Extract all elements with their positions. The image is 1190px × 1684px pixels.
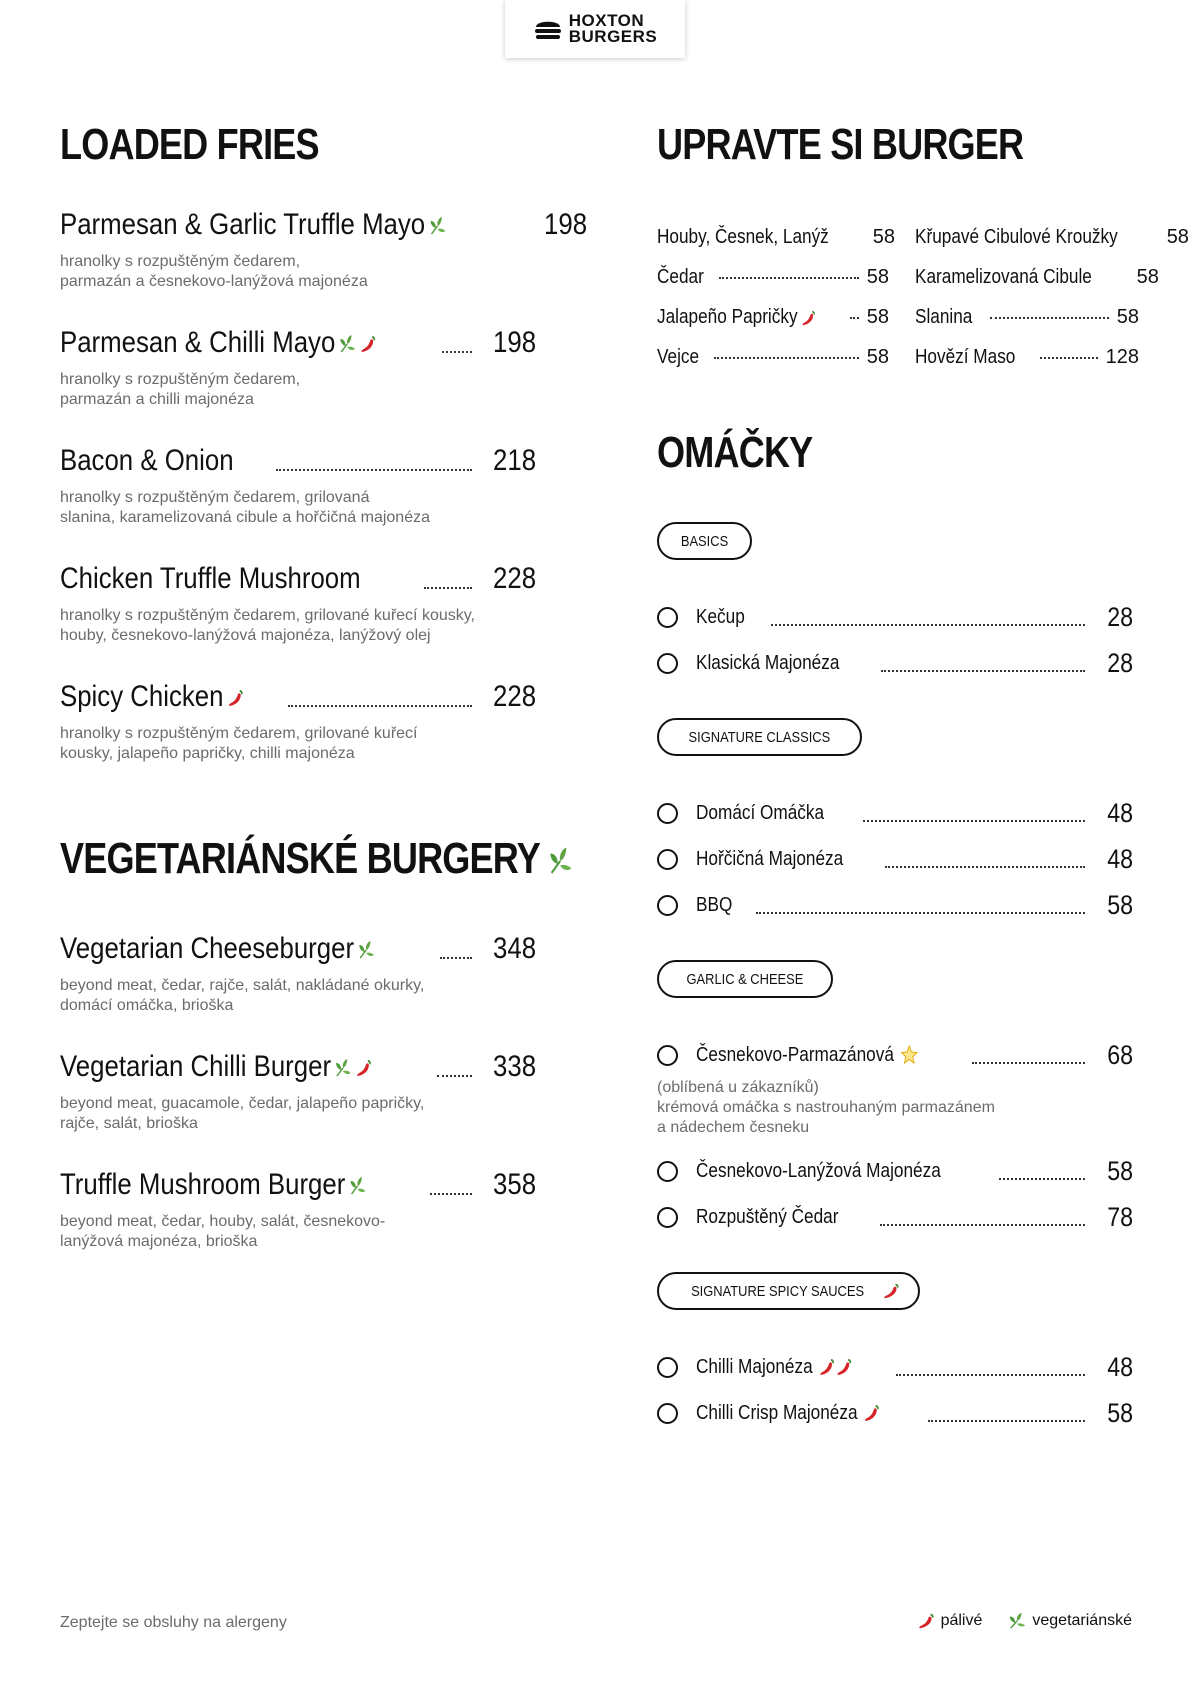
radio-button[interactable] [657,849,678,870]
chilli-icon [917,1612,935,1630]
item-description: beyond meat, čedar, houby, salát, česnekovo- lanýžová majonéza, brioška [60,1213,386,1250]
item-description: hranolky s rozpuštěným čedarem, grilované kuřecí kousky, jalapeño papričky, chilli majonéza [60,725,418,762]
legend-spicy: pálivé [940,1612,983,1629]
leaf-icon [335,1058,352,1078]
sauce-option[interactable]: Česnekovo-Parmazánová 68 [657,1038,1133,1072]
item-name: Spicy Chicken [60,680,244,714]
radio-button[interactable] [657,1161,678,1182]
brand-logo [505,0,685,58]
sauce-option[interactable]: BBQ 58 [657,888,1133,922]
customize-title: UPRAVTE SI BURGER [657,120,1024,169]
sauce-option[interactable]: Česnekovo-Lanýžová Majonéza 58 [657,1154,1133,1188]
radio-button[interactable] [657,895,678,916]
leader-dots [276,468,472,471]
chilli-icon [882,1282,900,1300]
sauce-option[interactable]: Hořčičná Majonéza 48 [657,842,1133,876]
left-column [60,110,587,1286]
menu-item [60,932,536,1050]
item-description: beyond meat, guacamole, čedar, jalapeño papričky, rajče, salát, brioška [60,1095,425,1132]
item-description: beyond meat, čedar, rajče, salát, nakládané okurky, domácí omáčka, brioška [60,977,425,1014]
sauces-section-title [657,418,1133,488]
leader-dots [430,1192,472,1195]
brand-line2: BURGERS [568,27,658,46]
addon-item: Houby, Česnek, Lanýž 58 [657,226,895,248]
chilli-icon [835,1357,852,1377]
item-description: hranolky s rozpuštěným čedarem, grilované kuřecí kousky, houby, česnekovo-lanýžová majonéza, lanýžový olej [60,607,475,644]
chilli-icon [227,688,244,708]
item-price: 228 [492,562,536,595]
menu-item [60,208,587,326]
leader-dots [424,586,472,589]
item-price: 198 [543,208,587,241]
chilli-icon [818,1357,835,1377]
addon-item: Hovězí Maso 128 [915,346,1139,368]
leader-dots [442,350,472,353]
item-description: hranolky s rozpuštěným čedarem, parmazán a česnekovo-lanýžová majonéza [60,253,368,290]
leader-dots [437,1074,472,1077]
radio-button[interactable] [657,1045,678,1066]
veg-burgers-section-title [60,824,540,894]
item-name: Chicken Truffle Mushroom [60,562,361,595]
radio-button[interactable] [657,607,678,628]
menu-item [60,1050,536,1168]
icon-legend [917,1612,1132,1630]
burger-icon [533,17,563,41]
leader-dots [288,704,472,707]
menu-item [60,1168,536,1286]
loaded-fries-title: LOADED FRIES [60,120,319,169]
loaded-fries-section-title [60,110,536,180]
leaf-icon [357,940,374,960]
brand-line1: HOXTON [568,11,645,30]
menu-item [60,326,536,444]
radio-button[interactable] [657,803,678,824]
addon-item: Křupavé Cibulové Kroužky 58 [915,226,1189,248]
sauce-option[interactable]: Klasická Majonéza 28 [657,646,1133,680]
item-price: 358 [492,1168,536,1201]
leaf-icon [339,334,356,354]
item-name: Parmesan & Chilli Mayo [60,326,377,360]
item-price: 228 [492,680,536,713]
radio-button[interactable] [657,1357,678,1378]
addon-item: Vejce 58 [657,346,889,368]
addon-item: Karamelizovaná Cibule 58 [915,266,1159,288]
item-name: Bacon & Onion [60,444,234,477]
chilli-icon [359,334,376,354]
sauce-option[interactable]: Rozpuštěný Čedar 78 [657,1200,1133,1234]
sauce-description: (oblíbená u zákazníků) krémová omáčka s nastrouhaným parmazánem a nádechem česneku [657,1079,995,1136]
menu-item [60,680,536,798]
item-price: 198 [492,326,536,359]
sauce-option[interactable]: Chilli Crisp Majonéza 58 [657,1396,1133,1430]
item-name: Parmesan & Garlic Truffle Mayo [60,208,446,242]
radio-button[interactable] [657,1207,678,1228]
leader-dots [440,956,472,959]
chilli-icon [863,1403,880,1423]
customize-section-title [657,110,1133,180]
menu-item [60,444,536,562]
item-description: hranolky s rozpuštěným čedarem, parmazán a chilli majonéza [60,371,301,408]
leaf-icon [429,216,446,236]
leaf-icon [349,1176,366,1196]
badge-garlic-cheese: GARLIC & CHEESE [657,960,833,998]
leaf-icon [548,846,573,876]
item-price: 218 [492,444,536,477]
radio-button[interactable] [657,653,678,674]
item-name: Vegetarian Cheeseburger [60,932,375,966]
sauce-option[interactable]: Chilli Majonéza 48 [657,1350,1133,1384]
chilli-icon [355,1058,372,1078]
allergen-note: Zeptejte se obsluhy na alergeny [60,1614,287,1631]
sauce-option[interactable]: Kečup 28 [657,600,1133,634]
item-description: hranolky s rozpuštěným čedarem, grilovaná slanina, karamelizovaná cibule a hořčičná majonéza [60,489,430,526]
item-name: Vegetarian Chilli Burger [60,1050,372,1084]
sauce-option[interactable]: Domácí Omáčka 48 [657,796,1133,830]
leaf-icon [1008,1612,1026,1630]
badge-basics: BASICS [657,522,752,560]
addon-item: Jalapeño Papričky 58 [657,306,889,328]
menu-item [60,562,536,680]
badge-signature-classics: SIGNATURE CLASSICS [657,718,862,756]
right-column [657,110,1189,1430]
addon-item: Slanina 58 [915,306,1139,328]
item-name: Truffle Mushroom Burger [60,1168,366,1202]
addon-grid [657,226,1189,372]
chilli-icon [801,309,816,327]
item-price: 338 [492,1050,536,1083]
item-price: 348 [492,932,536,965]
sauces-title: OMÁČKY [657,428,813,477]
badge-signature-spicy: SIGNATURE SPICY SAUCES [657,1272,920,1310]
radio-button[interactable] [657,1403,678,1424]
star-icon [901,1045,918,1065]
addon-item: Čedar 58 [657,266,889,288]
legend-veg: vegetariánské [1032,1612,1132,1629]
veg-burgers-title: VEGETARIÁNSKÉ BURGERY [60,834,573,884]
